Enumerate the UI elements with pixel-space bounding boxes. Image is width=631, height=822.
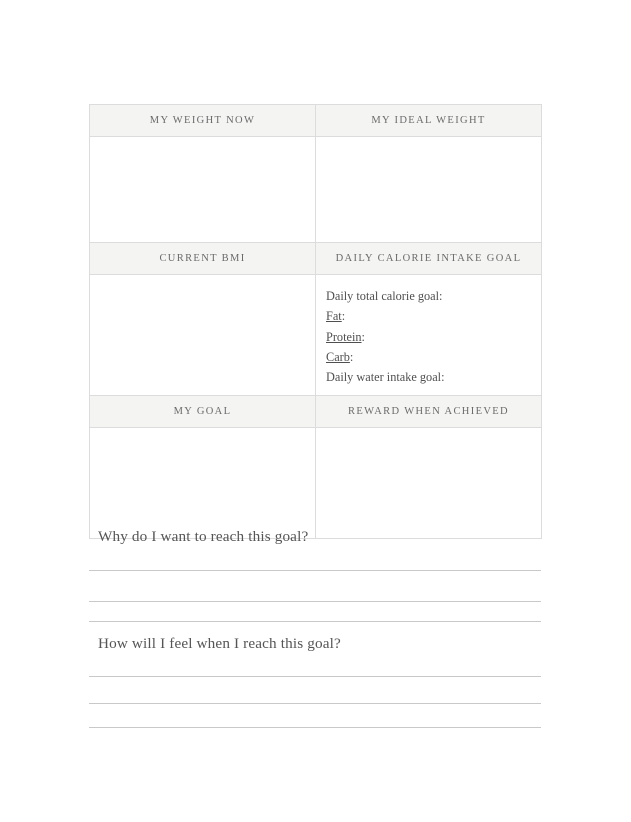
question-how-will-i-feel: How will I feel when I reach this goal? xyxy=(98,635,341,652)
writing-line[interactable] xyxy=(89,703,541,704)
table-header-my-ideal-weight: MY IDEAL WEIGHT xyxy=(316,105,542,137)
table-row xyxy=(90,137,542,243)
calorie-field-total[interactable] xyxy=(326,286,541,306)
field-my-goal[interactable] xyxy=(90,428,316,539)
writing-line[interactable] xyxy=(89,727,541,728)
writing-line[interactable] xyxy=(89,570,541,571)
calorie-field-carb-colon: : xyxy=(349,349,354,364)
table-header-daily-calorie-intake-goal: DAILY CALORIE INTAKE GOAL xyxy=(316,243,542,275)
table-header-current-bmi: CURRENT BMI xyxy=(90,243,316,275)
table-header-my-weight-now: MY WEIGHT NOW xyxy=(90,105,316,137)
writing-line[interactable] xyxy=(89,676,541,677)
calorie-field-water-label: Daily water intake goal: xyxy=(326,370,445,385)
table-header-my-goal: MY GOAL xyxy=(90,396,316,428)
writing-line[interactable] xyxy=(89,601,541,602)
calorie-field-total-label: Daily total calorie goal: xyxy=(326,289,443,303)
field-current-bmi[interactable] xyxy=(90,275,316,396)
calorie-field-carb-label: Carb xyxy=(326,349,350,364)
calorie-field-water[interactable] xyxy=(326,367,541,387)
calorie-field-protein-colon: : xyxy=(361,329,365,344)
field-my-ideal-weight[interactable] xyxy=(316,137,542,243)
calorie-field-fat[interactable] xyxy=(326,306,541,326)
writing-line[interactable] xyxy=(89,621,541,622)
calorie-field-protein-label: Protein xyxy=(326,329,362,344)
field-my-weight-now[interactable] xyxy=(90,137,316,243)
table-row xyxy=(90,243,542,275)
field-reward-when-achieved[interactable] xyxy=(316,428,542,539)
table-header-reward-when-achieved: REWARD WHEN ACHIEVED xyxy=(316,396,542,428)
table-row xyxy=(90,275,542,396)
table-row xyxy=(90,428,542,539)
table-row xyxy=(90,105,542,137)
calorie-field-carb[interactable] xyxy=(326,347,541,367)
calorie-field-fat-colon: : xyxy=(341,309,346,324)
calorie-field-fat-label: Fat xyxy=(326,309,342,324)
question-why-reach-goal: Why do I want to reach this goal? xyxy=(98,528,309,545)
table-row xyxy=(90,396,542,428)
weight-goal-worksheet xyxy=(89,104,541,539)
calorie-field-protein[interactable] xyxy=(326,327,541,347)
daily-calorie-intake-fields xyxy=(316,275,542,396)
goal-table xyxy=(89,104,542,539)
